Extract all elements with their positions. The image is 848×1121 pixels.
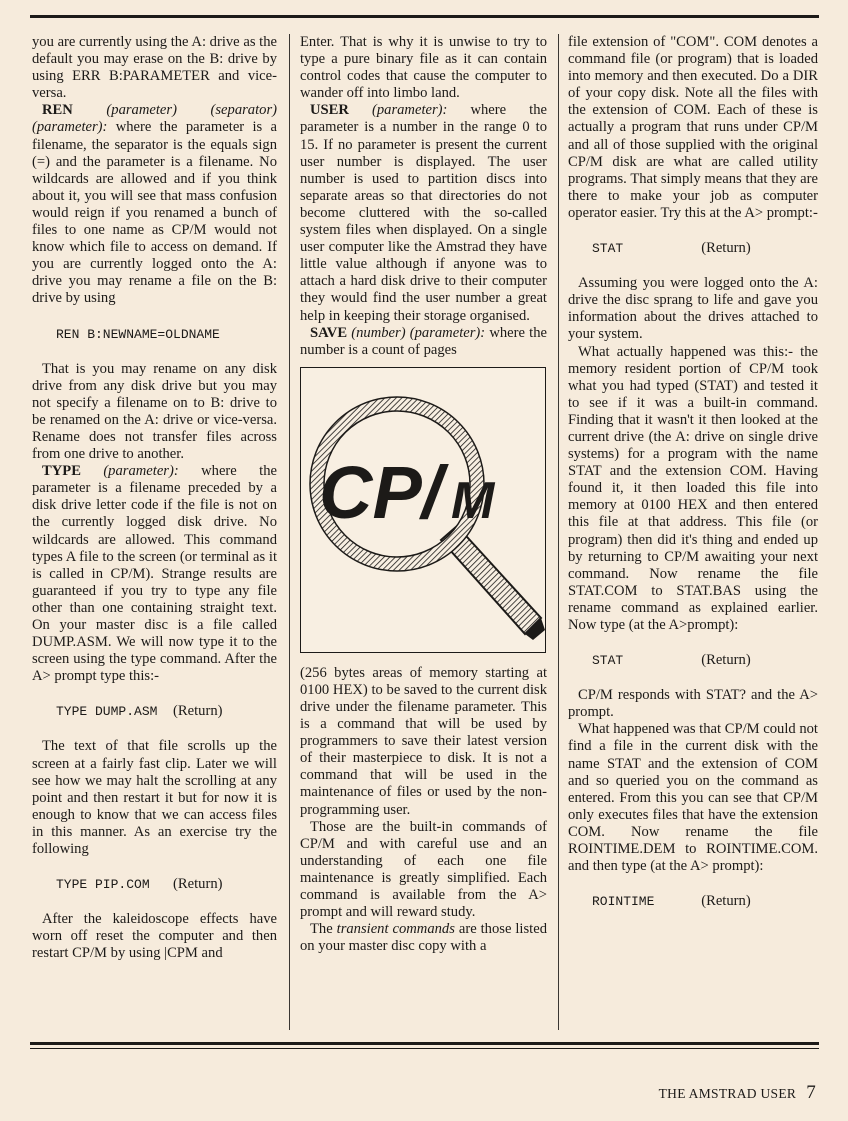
return-key-label: (Return) [701,652,751,669]
return-key-label: (Return) [173,876,223,893]
ren-description: where the parameter is a filename, the separator is the equals sign (=) and the parameter is a filename. No wildcards are allowed and if you think about it, you will see that mass confusion would reign if you renamed a bunch of files to one name as CP/M would not know which file to access on demand. If you are currently logged onto the A: drive you may rename a file on the B: drive by using [32,119,277,307]
user-keyword: USER [310,102,349,119]
column-1 [32,34,277,963]
paragraph [300,921,547,955]
text-run: The [310,921,337,938]
column-3 [568,34,818,928]
paragraph: (256 bytes areas of memory starting at 0100 HEX) to be saved to the current disk drive under the filename parameter. This is a command that will be used by programmers to save their latest version of their masterpiece to disk. It is not a command that will be used in the maintenance of files or used by the non-programming user. [300,664,547,818]
page-footer [659,1082,816,1104]
return-key-label: (Return) [701,240,751,257]
save-syntax: (number) (parameter): [347,324,486,341]
save-keyword: SAVE [310,324,348,341]
bottom-rule [30,1048,819,1049]
bottom-rule [30,1042,819,1045]
command-line [56,876,277,893]
paragraph: What actually happened was this:- the memory resident portion of CP/M took what you had typed (STAT) and tested it to see if it was a built-in command. Finding that it wasn't it then looked at the current drive (the A: drive on single drive systems) for a program with the name STAT and the extension COM. Having found it, it then loaded this file into memory at 0100 HEX and then entered this file at that address. This file (or program) then did it's thing and ended up by returning to CP/M awaiting your next command. Now rename the file STAT.COM to STAT.BAS using the rename command as explained earlier. Now type (at the A>prompt): [568,343,818,633]
ren-keyword: REN [42,102,73,119]
paragraph: The text of that file scrolls up the screen at a fairly fast clip. Later we will see how we may halt the scrolling at any point and then restart it but for now it is enough to know that we can access files in this manner. As an exercise try the following [32,738,277,858]
save-description: where the number is a count of pages [300,324,547,358]
paragraph: Assuming you were logged onto the A: drive the disc sprang to life and gave you information about the drives attached to your system. [568,275,818,343]
ren-syntax: (parameter) (separator) (parameter): [32,102,277,136]
cpm-logo-text: M [451,471,495,530]
paragraph: That is you may rename on any disk drive from any disk drive but you may not specify a filename on to B: drive to be renamed on the A: drive or vice-versa. Rename does not transfer files across from one drive to another. [32,360,277,463]
paragraph: file extension of "COM". COM denotes a command file (or program) that is loaded into memory and then executed. Do a DIR of your copy disk. Note all the files with the extension of COM. Each of these is actually a program that runs under CP/M and all of those supplied with the original CP/M disk are what are called utility programs. That simply means that they are there to make your job as computer operator easier. Try this at the A> prompt:- [568,34,818,221]
page-number: 7 [806,1082,816,1103]
return-key-label: (Return) [701,893,751,910]
top-rule [30,15,819,18]
paragraph: CP/M responds with STAT? and the A> prompt. [568,687,818,721]
user-description: where the parameter is a number in the range 0 to 15. If no parameter is present the current user number is displayed. The user number is used to partition discs into separate areas so that directories do not become cluttered with the so-called system files when displayed. On a single user computer like the Amstrad they have little value although if anyone was to attach a hard disk drive to their computer they would find the user number a great help in keeping their storage organised. [300,102,548,324]
command-line [592,652,818,669]
command-line [56,326,277,343]
column-divider [289,34,290,1030]
cpm-logo-figure [300,367,546,653]
user-syntax: (parameter): [348,102,448,119]
command-line [592,240,818,257]
command-text: STAT [592,241,624,257]
command-line [592,893,818,910]
command-line [56,703,277,720]
magazine-name: THE AMSTRAD USER [658,1086,797,1101]
type-description: where the parameter is a filename preceded by a disk drive letter code if the file is not on the currently logged disk drive. No wildcards are allowed. This command types A file to the screen (or terminal as it is called in CP/M). Strange results are guaranteed if you try to type any file other than one containing straight text. On your master disc is a file called DUMP.ASM. We will now type it to the screen using the type command. After the A> prompt type this:- [32,463,277,685]
type-entry [32,463,277,685]
paragraph: After the kaleidoscope effects have worn off reset the computer and then restart CP/M by using |CPM and [32,911,277,962]
return-key-label: (Return) [173,703,223,720]
cpm-logo-text: CP/ [319,450,443,534]
command-text: ROINTIME [592,894,655,910]
column-2 [300,34,547,955]
text-run: are those listed on your master disc copy with a [300,921,547,955]
command-text: TYPE DUMP.ASM [56,704,158,720]
paragraph: you are currently using the A: drive as the default you may erase on the B: drive by using ERR B:PARAMETER and vice-versa. [32,34,277,102]
paragraph: Enter. That is why it is unwise to try to type a pure binary file as it can contain control codes that cause the computer to wander off into limbo land. [300,34,547,102]
column-divider [558,34,559,1030]
magnifying-glass-icon [301,368,545,652]
user-entry [300,102,547,324]
ren-entry [32,102,277,307]
type-keyword: TYPE [42,463,81,480]
paragraph: Those are the built-in commands of CP/M and with careful use and an understanding of each one file maintenance is greatly simplified. Each command is available from the A> prompt and will reward study. [300,818,547,921]
emphasis: transient commands [336,921,455,938]
command-text: STAT [592,653,624,669]
save-entry [300,325,547,359]
command-text: REN B:NEWNAME=OLDNAME [56,326,220,342]
type-syntax: (parameter): [80,463,179,480]
paragraph: What happened was that CP/M could not find a file in the current disk with the name STAT and the extension of COM and so queried you on the command as entered. From this you can see that CP/M only executes files that have the extension COM. Now rename the file ROINTIME.DEM to ROINTIME.COM. and then type (at the A> prompt): [568,721,818,875]
command-text: TYPE PIP.COM [56,877,150,893]
